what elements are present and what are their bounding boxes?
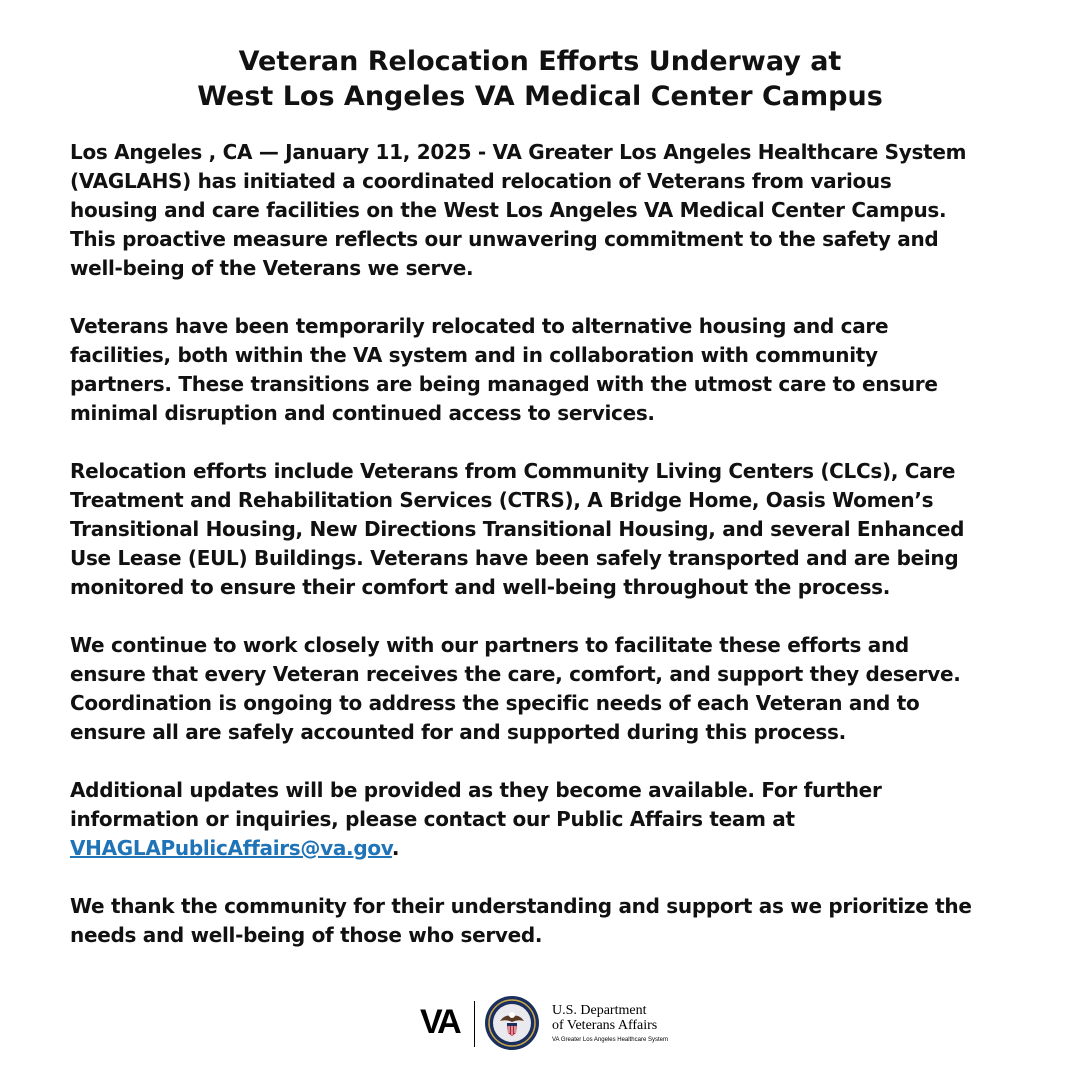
press-release-body <box>70 138 1030 979</box>
paragraph-intro <box>70 138 1030 283</box>
department-line-2: of Veterans Affairs <box>552 1018 658 1033</box>
text-line: Transitional Housing, New Directions Transitional Housing, and several Enhanced <box>70 517 965 541</box>
text-line: (VAGLAHS) has initiated a coordinated relocation of Veterans from various <box>70 169 892 193</box>
text-line: ensure all are safely accounted for and supported during this process. <box>70 720 846 744</box>
public-affairs-email-link[interactable]: VHAGLAPublicAffairs@va.gov <box>70 836 392 860</box>
text-line: needs and well-being of those who served. <box>70 923 543 947</box>
va-footer-logo <box>420 995 680 1055</box>
text-line: minimal disruption and continued access to services. <box>70 401 655 425</box>
text-line: well-being of the Veterans we serve. <box>70 256 474 280</box>
text-line: facilities, both within the VA system and in collaboration with community <box>70 343 878 367</box>
text-line: This proactive measure reflects our unwavering commitment to the safety and <box>70 227 939 251</box>
text-line: Additional updates will be provided as they become available. For further <box>70 778 882 802</box>
paragraph-partners <box>70 631 1030 747</box>
department-line-1: U.S. Department <box>552 1003 647 1018</box>
text-line: Relocation efforts include Veterans from Community Living Centers (CLCs), Care <box>70 459 956 483</box>
healthcare-system-name: VA Greater Los Angeles Healthcare System <box>552 1037 668 1043</box>
paragraph-relocation <box>70 312 1030 428</box>
title-line-1: Veteran Relocation Efforts Underway at <box>238 46 842 77</box>
text-line: monitored to ensure their comfort and well-being throughout the process. <box>70 575 891 599</box>
text-line: We continue to work closely with our partners to facilitate these efforts and <box>70 633 909 657</box>
text-line: Veterans have been temporarily relocated to alternative housing and care <box>70 314 889 338</box>
paragraph-facilities <box>70 457 1030 602</box>
text-line: partners. These transitions are being managed with the utmost care to ensure <box>70 372 938 396</box>
logo-divider <box>474 1001 475 1047</box>
text-line: Los Angeles , CA — January 11, 2025 - VA Greater Los Angeles Healthcare System <box>70 140 967 164</box>
text-line: Treatment and Rehabilitation Services (CTRS), A Bridge Home, Oasis Women’s <box>70 488 934 512</box>
va-seal-icon <box>484 995 540 1051</box>
press-release-title <box>0 44 1080 114</box>
text-line: We thank the community for their understanding and support as we prioritize the <box>70 894 972 918</box>
email-suffix: . <box>391 836 400 860</box>
email-line <box>70 834 1030 863</box>
text-line: Coordination is ongoing to address the specific needs of each Veteran and to <box>70 691 920 715</box>
department-name <box>552 1003 668 1043</box>
text-line: Use Lease (EUL) Buildings. Veterans have been safely transported and are being <box>70 546 959 570</box>
text-line: ensure that every Veteran receives the care, comfort, and support they deserve. <box>70 662 961 686</box>
paragraph-updates <box>70 776 1030 863</box>
text-line: information or inquiries, please contact our Public Affairs team at <box>70 807 795 831</box>
paragraph-closing <box>70 892 1030 950</box>
title-line-2: West Los Angeles VA Medical Center Campus <box>197 81 883 112</box>
text-line: housing and care facilities on the West Los Angeles VA Medical Center Campus. <box>70 198 947 222</box>
va-logo-mark: VA <box>420 1003 459 1041</box>
